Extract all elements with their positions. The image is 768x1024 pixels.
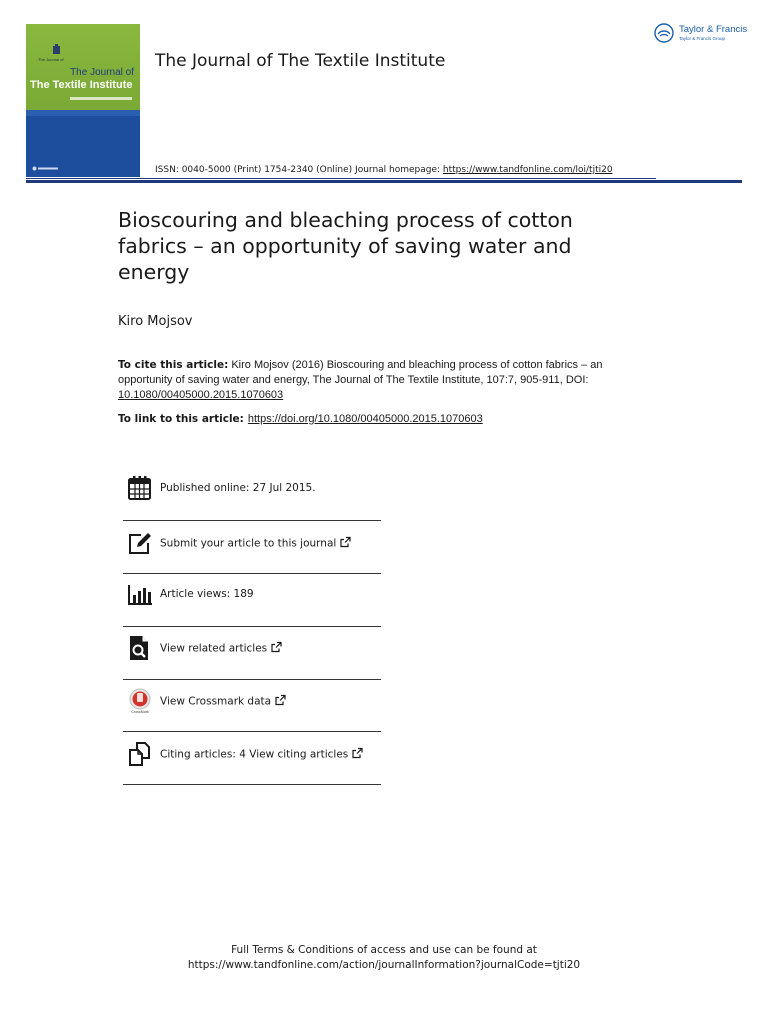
article-views-text: Article views: 189 [160, 588, 254, 600]
crossmark-label [160, 695, 286, 708]
bar-chart-icon [127, 581, 153, 607]
taylor-francis-logo-icon [654, 23, 674, 43]
article-title: Bioscouring and bleaching process of cotton fabrics – an opportunity of saving water and energy [118, 208, 573, 284]
submit-article-label [160, 537, 351, 550]
citing-articles-text[interactable]: Citing articles: 4 View citing articles [160, 748, 349, 761]
external-link-icon [340, 537, 351, 548]
search-document-icon [127, 635, 153, 661]
journal-homepage-link[interactable]: https://www.tandfonline.com/loi/tjti20 [442, 165, 613, 175]
publisher-group: Taylor & Francis Group [679, 36, 726, 41]
external-link-icon [275, 695, 286, 706]
published-online-row [123, 462, 381, 514]
edit-icon [127, 530, 153, 556]
cover-publisher-mark [32, 166, 62, 171]
related-articles-label [160, 642, 282, 655]
publisher-logo[interactable] [654, 22, 746, 46]
article-link-line [118, 413, 483, 425]
article-author: Kiro Mojsov [118, 314, 193, 329]
article-views-row [123, 568, 381, 620]
cover-subtitle-bar [70, 97, 132, 100]
citation-block [118, 358, 648, 403]
citing-documents-icon [127, 741, 153, 767]
issn-line [155, 165, 613, 175]
cover-band [26, 110, 140, 116]
external-link-icon [271, 642, 282, 653]
crest-icon [51, 44, 62, 55]
journal-cover-image [26, 24, 140, 177]
article-doi-link[interactable]: https://doi.org/10.1080/00405000.2015.1070603 [247, 413, 483, 425]
divider [123, 784, 381, 785]
footer-terms [0, 943, 768, 973]
publisher-name: Taylor & Francis [679, 24, 748, 35]
cite-text: Kiro Mojsov (2016) Bioscouring and bleaching process of cotton fabrics – an opportunity of saving water and energy, The Journal of The Textile Institute, 107:7, 905-911, DOI: [118, 359, 603, 386]
crossmark-icon [127, 688, 153, 714]
footer-line-1: Full Terms & Conditions of access and use can be found at [231, 944, 537, 956]
cover-series-text: The Journal of [70, 67, 134, 78]
calendar-icon [127, 475, 153, 501]
external-link-icon [352, 748, 363, 759]
cite-label: To cite this article: [118, 359, 229, 371]
header-rule [26, 180, 742, 183]
related-articles-row[interactable] [123, 622, 381, 674]
submit-article-row[interactable] [123, 517, 381, 569]
footer-terms-link[interactable]: https://www.tandfonline.com/action/journalInformation?journalCode=tjti20 [187, 959, 581, 971]
published-online-text: Published online: 27 Jul 2015. [160, 482, 316, 494]
cover-small-text: The Journal of [38, 57, 64, 62]
crossmark-row[interactable] [123, 675, 381, 727]
journal-name: The Journal of The Textile Institute [155, 51, 446, 71]
citing-articles-label [160, 748, 363, 761]
citing-articles-row[interactable] [123, 728, 381, 780]
cite-doi-link[interactable]: 10.1080/00405000.2015.1070603 [118, 389, 284, 401]
link-label: To link to this article: [118, 413, 244, 425]
cover-title: The Textile Institute [30, 79, 133, 91]
svg-text:CrossMark: CrossMark [131, 710, 149, 714]
header-rule-thin [26, 178, 656, 179]
submit-article-text[interactable]: Submit your article to this journal [160, 537, 337, 550]
related-articles-text[interactable]: View related articles [160, 642, 268, 655]
crossmark-text[interactable]: View Crossmark data [160, 695, 272, 708]
issn-text: ISSN: 0040-5000 (Print) 1754-2340 (Online) Journal homepage: [155, 165, 443, 175]
